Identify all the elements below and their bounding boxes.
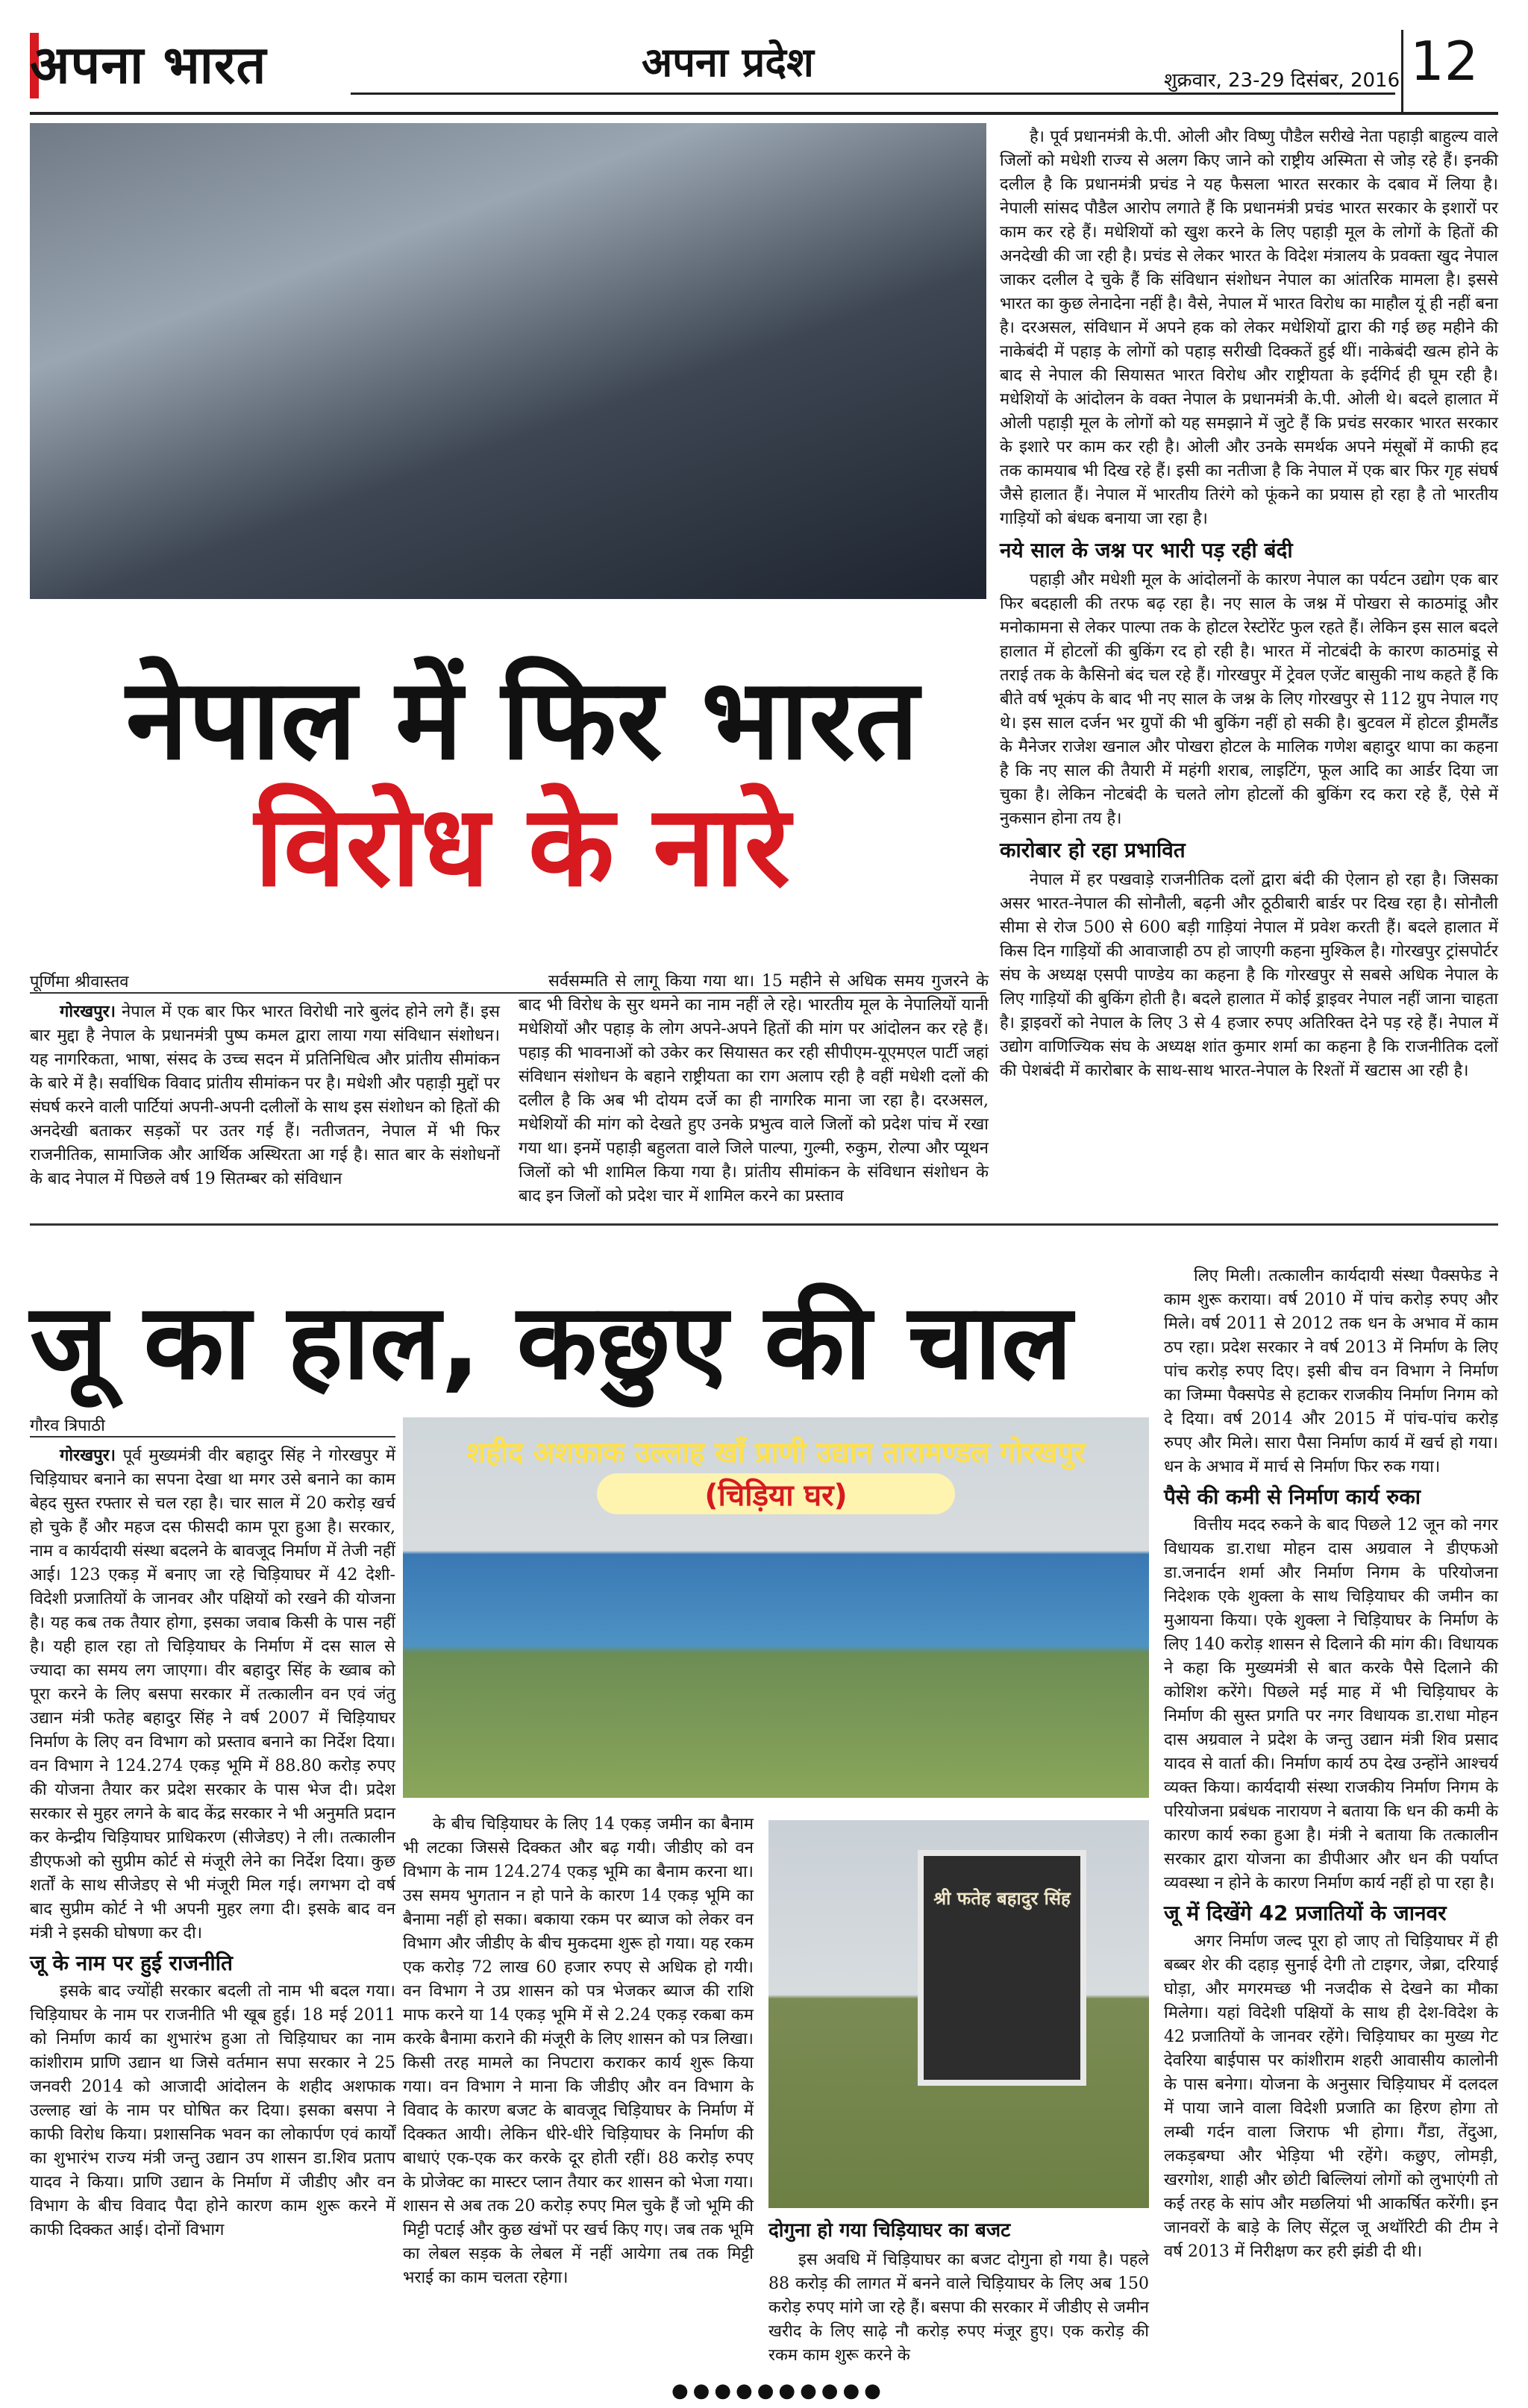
masthead-rule bbox=[351, 93, 1395, 95]
masthead-bottom-rule bbox=[30, 112, 1498, 115]
page-number: 12 bbox=[1410, 30, 1479, 93]
story1-top-right-text: है। पूर्व प्रधानमंत्री के.पी. ओली और विष्णु पौडैल सरीखे नेता पहाड़ी बाहुल्य वाले जिलों को मधेशी राज्य से अलग किए जाने को राष्ट्रीय अस्मिता से जोड़ रहे हैं। इनकी दलील है कि प्रधानमंत्री प्रचंड ने यह फैसला भारत सरकार के दबाव में लिया है। नेपाली सांसद पौडैल आरोप लगाते हैं कि प्रधानमंत्री प्रचंड भारत सरकार के इशारों पर काम कर रहे हैं। मधेशियों को खुश करने के लिए पहाड़ी मूल के लोगों के हितों की अनदेखी की जा रही है। प्रचंड से लेकर भारत के विदेश मंत्रालय के प्रवक्ता खुद नेपाल जाकर दलील दे चुके हैं कि संविधान संशोधन नेपाल का आंतरिक मामला है। इससे भारत का कुछ लेनादेना नहीं है। वैसे, नेपाल में भारत विरोध का माहौल यूं ही नहीं बना है। दरअसल, संविधान में अपने हक को लेकर मधेशियों द्वारा की गई छह महीने की नाकेबंदी में पहाड़ के लोगों को पहाड़ सरीखी दिक्कतें हुई थीं। नाकेबंदी खत्म होने के बाद से नेपाल की सियासत भारत विरोध और राष्ट्रीयता के इर्दगिर्द ही घूम रही है। मधेशियों के आंदोलन के वक्त नेपाल के प्रधानमंत्री के.पी. ओली थे। बदले हालात में ओली पहाड़ी मूल के लोगों को यह समझाने में जुटे हैं कि प्रचंड सरकार भारत सरकार के इशारे पर काम कर रही है। ओली और उनके समर्थक अपने मंसूबों में काफी हद तक कामयाब भी दिख रहे हैं। इसी का नतीजा है कि नेपाल में एक बार फिर गृह संघर्ष जैसे हालात हैं। नेपाल में भारतीय तिरंगे को फूंकने का प्रयास हो रहा है तो भारतीय गाड़ियों को बंधक बनाया जा रहा है। bbox=[1000, 128, 1498, 528]
story1-top-right-column bbox=[1000, 125, 1498, 1088]
newspaper-logo: अपना भारत bbox=[30, 34, 267, 95]
story1-byline: पूर्णिमा श्रीवास्तव bbox=[30, 973, 129, 991]
story2-column-1 bbox=[30, 1443, 395, 2247]
story1-subhead-business: कारोबार हो रहा प्रभावित bbox=[1000, 838, 1186, 862]
story1-headline-line1: नेपाल में फिर भारत bbox=[125, 655, 919, 785]
story2-caption-text: इस अवधि में चिड़ियाघर का बजट दोगुना हो गया है। पहले 88 करोड़ की लागत में बनने वाले चिड़ियाघर के लिए अब 150 करोड़ रुपए मांगे जा रहे हैं। बसपा की सरकार में जीडीए से जमीन खरीद के लिए साढ़े नौ करोड़ रुपए मंजूर हुए। एक करोड़ की रकम काम शुरू करने के bbox=[768, 2251, 1149, 2365]
crowd-photo bbox=[30, 123, 986, 599]
zoo-board-subtitle: (चिड़िया घर) bbox=[597, 1473, 955, 1514]
plaque-name: श्री फतेह बहादुर सिंह bbox=[933, 1888, 1071, 1909]
story1-headline-line2: विरोध के नारे bbox=[254, 782, 790, 912]
story2-funds-text: वित्तीय मदद रुकने के बाद पिछले 12 जून को नगर विधायक डा.राधा मोहन दास अग्रवाल ने डीएफओ डा.जनार्दन शर्मा और निर्माण निगम के परियोजना निदेशक एके शुक्ला के साथ चिड़ियाघर की जमीन का मुआयना किया। एके शुक्ला ने चिड़ियाघर के निर्माण के लिए 140 करोड़ शासन से दिलाने की मांग की। विधायक ने कहा कि मुख्यमंत्री से बात करके पैसे दिलाने की कोशिश करेंगे। पिछले मई माह में भी चिड़ियाघर के निर्माण की सुस्त प्रगति पर नगर विधायक डा.राधा मोहन दास अग्रवाल ने प्रदेश के जन्तु उद्यान मंत्री शिव प्रसाद यादव से वार्ता की। निर्माण कार्य ठप देख उन्होंने आश्चर्य व्यक्त किया। कार्यदायी संस्था राजकीय निर्माण निगम के परियोजना प्रबंधक नारायण ने बताया कि धन की कमी के कारण कार्य रुका हुआ है। मंत्री ने बताया कि तत्कालीन सरकार द्वारा योजना का डीपीआर और धन की पर्याप्त व्यवस्था न होने के कारण निर्माण कार्य नहीं हो पा रहा है। bbox=[1164, 1516, 1498, 1893]
section-title: अपना प्रदेश bbox=[642, 39, 814, 86]
page-number-divider bbox=[1401, 30, 1403, 113]
print-registration-dots: ●●●●●●●●●● bbox=[671, 2380, 886, 2402]
story1-headline bbox=[45, 656, 1000, 910]
story2-budget-box bbox=[768, 2216, 1149, 2372]
story1-col2-text: सर्वसम्मति से लागू किया गया था। 15 महीने से अधिक समय गुजरने के बाद भी विरोध के सुर थमने का नाम नहीं ले रहे। भारतीय मूल के नेपालियों यानी मधेशियों और पहाड़ के लोग अपने-अपने हितों की मांग पर आंदोलन कर रहे हैं। पहाड़ की भावनाओं को उकेर कर सियासत कर रही सीपीएम-यूएमएल पार्टी जहां संविधान संशोधन के बहाने राष्ट्रीयता का राग अलाप रही है वहीं मधेशी दलों की दलील है कि अब भी दोयम दर्जे का ही नागरिक माना जा रहा है। दरअसल, मधेशियों की मांग को देखते हुए उनके प्रभुत्व वाले जिलों को प्रदेश पांच में रखा गया था। इनमें पहाड़ी बहुलता वाले जिले पाल्पा, गुल्मी, रुकुम, रोल्पा और प्यूथन जिलों को भी शामिल किया गया है। प्रांतीय सीमांकन के संविधान संशोधन के बाद इन जिलों को प्रदेश चार में शामिल करने का प्रस्ताव bbox=[519, 972, 989, 1205]
story2-dateline: गोरखपुर। bbox=[60, 1446, 116, 1465]
story2-col1-text: पूर्व मुख्यमंत्री वीर बहादुर सिंह ने गोरखपुर में चिड़ियाघर बनाने का सपना देखा था मगर उसे बनाने का काम बेहद सुस्त रफ्तार से चल रहा है। चार साल में 20 करोड़ खर्च हो चुके हैं और महज दस फीसदी काम पूरा हुआ है। सरकार, नाम व कार्यदायी संस्था बदलने के बावजूद निर्माण में तेजी नहीं आई। 123 एकड़ में बनाए जा रहे चिड़ियाघर में 42 देशी-विदेशी प्रजातियों के जानवर और पक्षियों को रखने की योजना है। यह कब तक तैयार होगा, इसका जवाब किसी के पास नहीं है। यही हाल रहा तो चिड़ियाघर के निर्माण में दस साल से ज्यादा का समय लग जाएगा। वीर बहादुर सिंह के ख्वाब को पूरा करने के लिए बसपा सरकार में तत्कालीन वन एवं जंतु उद्यान मंत्री फतेह बहादुर सिंह ने वर्ष 2007 में चिड़ियाघर निर्माण के लिए वन विभाग को प्रस्ताव बनाने का निर्देश दिया। वन विभाग ने 124.274 एकड़ भूमि में 88.80 करोड़ रुपए की योजना तैयार कर प्रदेश सरकार के पास भेज दी। प्रदेश सरकार से मुहर लगने के बाद केंद्र सरकार ने भी अनुमति प्रदान कर केन्द्रीय चिड़ियाघर प्राधिकरण (सीजेडए) ने ली। तत्कालीन डीएफओ को सुप्रीम कोर्ट से मंजूरी लेने का निर्देश दिया। कुछ शर्तों के साथ सीजेडए से भी मंजूरी मिल गई। लगभग दो वर्ष बाद सुप्रीम कोर्ट ने भी अपनी मुहर लगा दी। इसके बाद वन मंत्री ने इसकी घोषणा कर दी। bbox=[30, 1446, 395, 1943]
issue-date: शुक्रवार, 23-29 दिसंबर, 2016 bbox=[1164, 69, 1400, 92]
story2-col2-text: के बीच चिड़ियाघर के लिए 14 एकड़ जमीन का बैनाम भी लटका जिससे दिक्कत और बढ़ गयी। जीडीए को वन विभाग के नाम 124.274 एकड़ भूमि का बैनाम करना था। उस समय भुगतान न हो पाने के कारण 14 एकड़ भूमि का बैनामा नहीं हो सका। बकाया रकम पर ब्याज को लेकर वन विभाग और जीडीए के बीच मुकदमा शुरू हो गया। यह रकम एक करोड़ 72 लाख 60 हजार रुपए से अधिक हो गयी। वन विभाग ने उप्र शासन को पत्र भेजकर ब्याज की राशि माफ करने या 14 एकड़ भूमि में से 2.24 एकड़ रकबा कम करके बैनामा कराने की मंजूरी के लिए शासन को पत्र लिखा। किसी तरह मामले का निपटारा कराकर कार्य शुरू किया गया। वन विभाग ने माना कि जीडीए और वन विभाग के विवाद के कारण बजट के बावजूद चिड़ियाघर के निर्माण में दिक्कत आयी। लेकिन धीरे-धीरे चिड़ियाघर के निर्माण की बाधाएं एक-एक कर करके दूर होती रहीं। 88 करोड़ रुपए के प्रोजेक्ट का मास्टर प्लान तैयार कर शासन को भेजा गया। शासन से अब तक 20 करोड़ रुपए मिल चुके हैं जो भूमि की मिट्टी पटाई और कुछ खंभों पर खर्च किए गए। जब तक भूमि का लेबल सड़क के लेबल में नहीं आयेगा तब तक मिट्टी भराई का काम चलता रहेगा। bbox=[403, 1815, 754, 2287]
story1-business-text: नेपाल में हर पखवाड़े राजनीतिक दलों द्वारा बंदी की ऐलान हो रहा है। जिसका असर भारत-नेपाल की सोनौली, बढ़नी और ठूठीबारी बार्डर पर दिख रहा है। सोनौली सीमा से रोज 500 से 600 बड़ी गाड़ियां नेपाल में प्रवेश करती हैं। बदले हालात में किस दिन गाड़ियों की आवाजाही ठप हो जाएगी कहना मुश्किल है। गोरखपुर ट्रांसपोर्टर संघ के अध्यक्ष एसपी पाण्डेय का कहना है कि गोरखपुर से सबसे अधिक नेपाल के लिए गाड़ियों की बुकिंग होती है। बदले हालात में कोई ड्राइवर नेपाल नहीं जाना चाहता है। ड्राइवरों को नेपाल के लिए 3 से 4 हजार रुपए अतिरिक्त देने पड़ रहे हैं। नेपाल में उद्योग वाणिज्यिक संघ के अध्यक्ष शांत कुमार शर्मा का कहना है कि राजनीतिक दलों की पेशबंदी में कारोबार के साथ-साथ भारत-नेपाल के रिश्तों में खटास आ रही है। bbox=[1000, 871, 1498, 1080]
story1-column-2 bbox=[519, 970, 989, 1213]
story2-headline: जू का हाल, कछुए की चाल bbox=[30, 1282, 1073, 1403]
story2-animals-text: अगर निर्माण जल्द पूरा हो जाए तो चिड़ियाघर में ही बब्बर शेर की दहाड़ सुनाई देगी तो टाइगर, जेब्रा, दरियाई घोड़ा, और मगरमच्छ भी नजदीक से देखने का मौका मिलेगा। यहां विदेशी पक्षियों के साथ ही देश-विदेश के 42 प्रजातियों के जानवर रहेंगे। चिड़ियाघर का मुख्य गेट देवरिया बाईपास पर कांशीराम शहरी आवासीय कालोनी के पास बनेगा। योजना के अनुसार चिड़ियाघर में दलदल में पाया जाने वाला विदेशी प्रजाति का हिरण होगा तो लम्बी गर्दन वाला जिराफ भी होगा। गैंडा, तेंदुआ, लकड़बग्घा और भेड़िया भी रहेंगे। कछुए, लोमड़ी, खरगोश, शाही और छोटी बिल्लियां लोगों को लुभाएंगी तो कई तरह के सांप और मछलियां भी आकर्षित करेंगी। इन जानवरों के बाड़े के लिए सेंट्रल जू अथॉरिटी की टीम ने वर्ष 2013 में निरीक्षण कर हरी झंडी दी थी। bbox=[1164, 1932, 1498, 2261]
story2-byline-rule bbox=[30, 1436, 395, 1437]
story2-caption: दोगुना हो गया चिड़ियाघर का बजट bbox=[768, 2219, 1011, 2242]
story2-byline: गौरव त्रिपाठी bbox=[30, 1417, 105, 1435]
story2-subhead-politics: जू के नाम पर हुई राजनीति bbox=[30, 1951, 234, 1975]
story2-column-2 bbox=[403, 1813, 754, 2295]
story2-politics-text: इसके बाद ज्योंही सरकार बदली तो नाम भी बदल गया। चिड़ियाघर के नाम पर राजनीति भी खूब हुई। 18 मई 2011 को निर्माण कार्य का शुभारंभ हुआ तो चिड़ियाघर का नाम कांशीराम प्राणि उद्यान था जिसे वर्तमान सपा सरकार ने 25 जनवरी 2014 को आजादी आंदोलन के शहीद अशफाक उल्लाह खां के नाम पर घोषित कर दिया। इसका बसपा ने काफी विरोध किया। प्रशासनिक भवन का लोकार्पण एवं कार्यों का शुभारंभ राज्य मंत्री जन्तु उद्यान उप शासन डा.शिव प्रताप यादव ने किया। प्राणि उद्यान के निर्माण में जीडीए और वन विभाग के बीच विवाद पैदा होने कारण काम शुरू करने में काफी दिक्कत आई। दोनों विभाग bbox=[30, 1982, 395, 2239]
story-separator bbox=[30, 1223, 1498, 1226]
story1-subhead-new-year: नये साल के जश्न पर भारी पड़ रही बंदी bbox=[1000, 538, 1293, 562]
story2-col3-text: लिए मिली। तत्कालीन कार्यदायी संस्था पैक्सफेड ने काम शुरू कराया। वर्ष 2010 में पांच करोड़ रुपए और मिले। वर्ष 2011 से 2012 तक धन के अभाव में काम ठप रहा। प्रदेश सरकार ने वर्ष 2013 में निर्माण के लिए पांच करोड़ रुपए दिए। इसी बीच वन विभाग ने निर्माण का जिम्मा पैक्सपेड से हटाकर राजकीय निर्माण निगम को दे दिया। वर्ष 2014 और 2015 में पांच-पांच करोड़ रुपए और मिले। सारा पैसा निर्माण कार्य में खर्च हो गया। धन के अभाव में मार्च से निर्माण फिर रुक गया। bbox=[1164, 1267, 1498, 1476]
story1-col1-text: नेपाल में एक बार फिर भारत विरोधी नारे बुलंद होने लगे हैं। इस बार मुद्दा है नेपाल के प्रधानमंत्री पुष्प कमल द्वारा लाया गया संविधान संशोधन। यह नागरिकता, भाषा, संसद के उच्च सदन में प्रतिनिधित्व और प्रांतीय सीमांकन के बारे में है। सर्वाधिक विवाद प्रांतीय सीमांकन पर है। मधेशी और पहाड़ी मुद्दों पर संघर्ष करने वाली पार्टियां अपनी-अपनी दलीलों के साथ इस संशोधन को हितों की अनदेखी बताकर सड़कों पर उतर गई हैं। नतीजतन, नेपाल में भी फिर राजनीतिक, सामाजिक और आर्थिक अस्थिरता आ गई है। सात बार के संशोधनों के बाद नेपाल में पिछले वर्ष 19 सितम्बर को संविधान bbox=[30, 1003, 500, 1188]
story2-column-3 bbox=[1164, 1264, 1498, 2269]
story2-subhead-animals: जू में दिखेंगे 42 प्रजातियों के जानवर bbox=[1164, 1901, 1447, 1925]
story2-subhead-funds: पैसे की कमी से निर्माण कार्य रुका bbox=[1164, 1484, 1421, 1509]
story1-dateline: गोरखपुर। bbox=[60, 1002, 116, 1021]
zoo-board-title: शहीद अशफ़ाक उल्लाह खाँ प्राणी उद्यान तारामण्डल गोरखपुर bbox=[466, 1436, 1086, 1469]
story1-column-1 bbox=[30, 1000, 500, 1196]
foundation-plaque bbox=[918, 1850, 1086, 2086]
story1-new-year-text: पहाड़ी और मधेशी मूल के आंदोलनों के कारण नेपाल का पर्यटन उद्योग एक बार फिर बदहाली की तरफ बढ़ रहा है। नए साल के जश्न में पोखरा से काठमांडू और मनोकामना से लेकर पाल्पा तक के होटल रेस्टोरेंट फुल रहते हैं। लेकिन इस साल बदले हालात में होटलों की बुकिंग रद हो रही है। भारत में नोटबंदी के कारण काठमांडू से तराई तक के कैसिनो बंद चल रहे हैं। गोरखपुर में ट्रेवल एजेंट बासुकी नाथ कहते हैं कि बीते वर्ष भूकंप के बाद भी नए साल के जश्न के लिए गोरखपुर से 112 ग्रुप नेपाल गए थे। इस साल दर्जन भर ग्रुपों की भी बुकिंग नहीं हो सकी है। बुटवल में होटल ड्रीमलैंड के मैनेजर राजेश खनाल और पोखरा होटल के मालिक गणेश बहादुर थापा का कहना है कि नए साल की तैयारी में महंगी शराब, लाइटिंग, फूल आदि का आर्डर दिया जा चुका है। लेकिन नोटबंदी के चलते लोग होटलों की बुकिंग रद करा रहे हैं, ऐसे में नुकसान होना तय है। bbox=[1000, 571, 1498, 828]
